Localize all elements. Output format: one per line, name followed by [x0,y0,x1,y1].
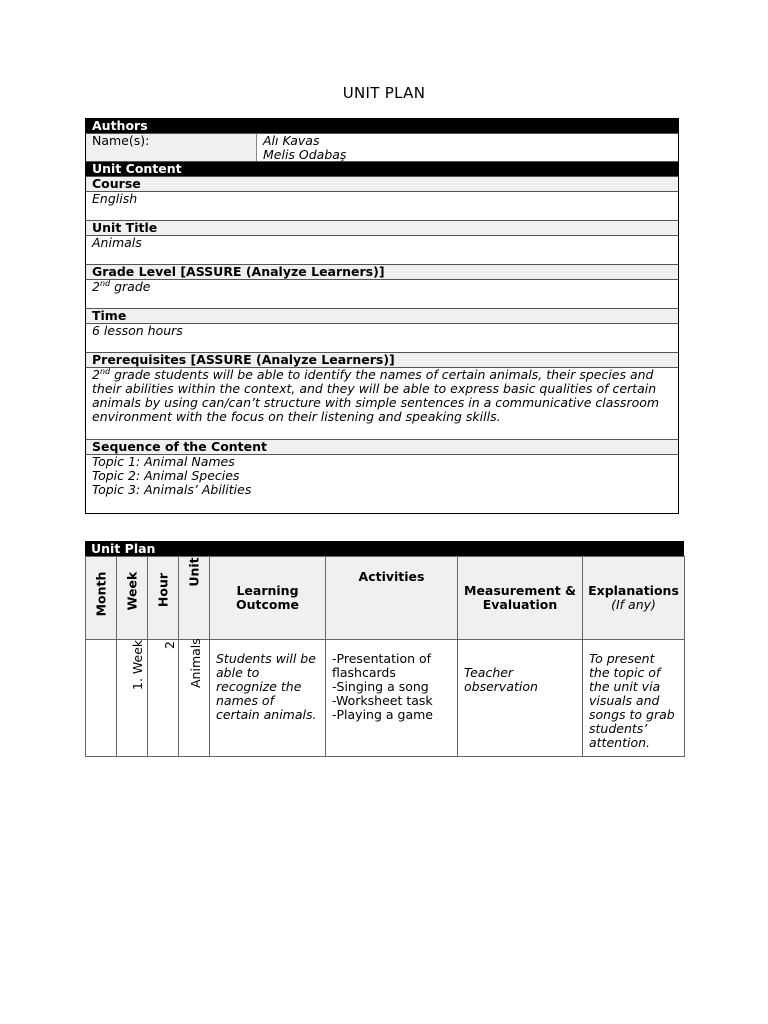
prerequisites-value [86,368,678,440]
time-label: Time [86,309,678,324]
unit-plan-header-row [86,557,685,640]
month-header [86,557,117,640]
author-name: Alı Kavas [263,133,320,148]
learning-outcome-text: Students will be able to recognize the names of certain animals. [216,651,317,722]
activity-item: -Playing a game [332,707,433,722]
authors-header: Authors [86,119,678,134]
unit-plan-row [86,640,685,757]
activity-item: -Worksheet task [332,693,433,708]
activities-header: Activities [326,557,458,640]
course-label: Course [86,177,678,192]
unit-cell-text: Animals [188,638,203,688]
unit-plan-table [85,556,685,757]
explanations-text: To present the topic of the unit via visuals and songs to grab students’ attention. [589,651,675,750]
learning-outcome-cell [210,640,326,757]
week-cell [117,640,148,757]
course-value: English [86,192,678,221]
unit-cell [179,640,210,757]
week-header-text: Week [124,571,140,611]
measurement-cell [458,640,583,757]
sequence-topics [86,455,678,513]
unit-plan-header: Unit Plan [85,541,684,556]
unit-info-table [85,118,679,514]
hour-cell-text: 2 [162,641,177,649]
prerequisites-label: Prerequisites [ASSURE (Analyze Learners)] [86,353,678,368]
hour-header [148,557,179,640]
unit-header [179,557,210,640]
time-value: 6 lesson hours [86,324,678,353]
hour-header-text: Hour [155,572,171,608]
grade-level-label: Grade Level [ASSURE (Analyze Learners)] [86,265,678,280]
month-header-text: Month [93,571,109,617]
topic-item: Topic 1: Animal Names [92,454,235,469]
authors-row [86,134,678,162]
topic-item: Topic 3: Animals’ Abilities [92,482,252,497]
explanations-header [583,557,685,640]
month-cell [86,640,117,757]
author-names [257,134,346,161]
explanations-title: Explanations [588,583,679,598]
learning-outcome-header: Learning Outcome [210,557,326,640]
grade-word: grade [110,279,151,294]
sequence-label: Sequence of the Content [86,440,678,455]
grade-suffix: nd [99,278,111,288]
grade-level-value [86,280,678,309]
unit-header-text: Unit [186,557,202,587]
week-header [117,557,148,640]
explanations-cell [583,640,685,757]
unit-content-header: Unit Content [86,162,678,177]
explanations-subtitle: (If any) [611,597,656,612]
author-name: Melis Odabaş [263,147,347,162]
grade-number: 2 [92,279,100,294]
unit-title-label: Unit Title [86,221,678,236]
document-title: UNIT PLAN [342,84,426,102]
prereq-number: 2 [92,367,100,382]
topic-item: Topic 2: Animal Species [92,468,240,483]
measurement-header: Measurement & Evaluation [458,557,583,640]
prereq-text: grade students will be able to identify the names of certain animals, their species and their abilities within the context, and they will be able to express basic qualities of certain animals by using can/can’t structure with simple sentences in a communicative classroom environment with the focus on their listening and speaking skills. [92,367,660,424]
unit-title-value: Animals [86,236,678,265]
activities-list [326,640,457,722]
hour-cell [148,640,179,757]
measurement-text: Teacher observation [464,665,538,694]
activity-item: -Singing a song [332,679,429,694]
names-label: Name(s): [86,134,257,161]
activity-item: -Presentation of flashcards [332,651,432,680]
activities-cell [326,640,458,757]
prereq-suffix: nd [99,366,111,376]
week-cell-text: 1. Week [130,639,145,690]
